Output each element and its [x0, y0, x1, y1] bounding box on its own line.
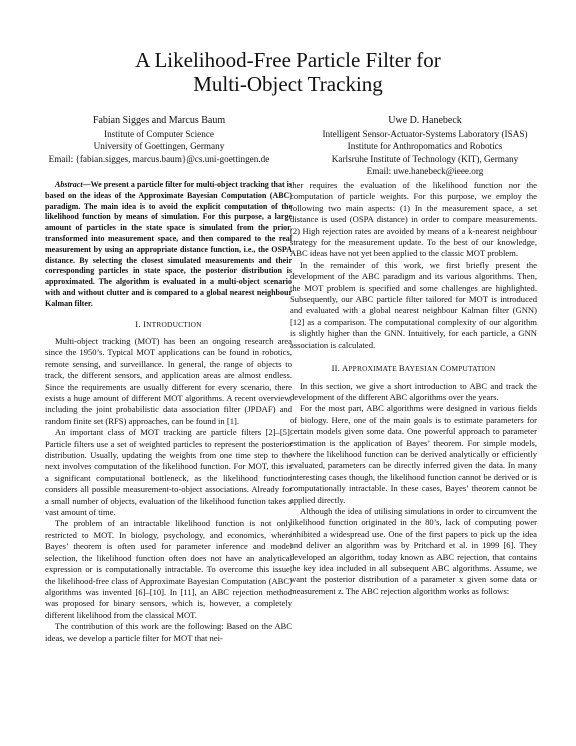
section-rest: NTRODUCTION: [146, 319, 202, 329]
section-initial: A: [341, 363, 349, 374]
section-initial: I: [143, 318, 147, 329]
intro-paragraph: The problem of an intractable likelihood function is not only restricted to MOT. In biology, psychology, and economics, where Bayes’ theorem is often used for parameter inference and model selection, the likelihood function often does not have an analytical expression or is computationally intractable. To overcome this issue, the likelihood-free class of Approximate Bayesian Computation (ABC) algorithms was invented [6]–[10]. In [11], an ABC rejection method was proposed for binary sensors, which is, however, a completely different likelihood from the classical MOT.: [45, 518, 292, 620]
author-names-right: Uwe D. Hanebeck: [388, 115, 462, 126]
abc-paragraph: Although the idea of utilising simulations in order to circumvent the likelihood function originated in the 80’s, lack of computing power inhibited a widespread use. One of the first papers to pick up the idea and deliver an algorithm was by Pritchard et al. in 1999 [6]. They developed an algorithm, today known as ABC rejection, that contains the key idea included in all subsequent ABC algorithms. Assume, we want the posterior distribution of a parameter x given some data or measurement z. The ABC rejection algorithm works as follows:: [290, 505, 537, 596]
right-column: [290, 180, 537, 597]
section-initial: C: [439, 363, 446, 374]
intro-paragraph-continued: ther requires the evaluation of the likelihood function nor the computation of particle weights. For this purpose, we employ the following two main aspects: (1) In the measurement space, a set distance is used (OSPA distance) in order to compare measurements. (2) High rejection rates are avoided by means of a k-nearest neighbour strategy for the measurement update. To the best of our knowledge, ABC ideas have not yet been applied to the classic MOT problem.: [290, 180, 537, 259]
section-rest: PPROXIMATE: [348, 364, 399, 374]
affiliation-right-2: Institute for Anthropomatics and Robotics: [347, 141, 503, 152]
affiliation-left-2: University of Goettingen, Germany: [93, 141, 225, 152]
author-block-left: [24, 115, 294, 165]
section-rest: OMPUTATION: [445, 364, 496, 374]
affiliation-right-1: Intelligent Sensor-Actuator-Systems Laboratory (ISAS): [322, 129, 528, 140]
section-heading-abc: [290, 363, 537, 374]
title-line-2: Multi-Object Tracking: [193, 72, 383, 96]
abstract-text: —We present a particle filter for multi-object tracking that is based on the ideas of the Approximate Bayesian Computation (ABC) paradigm. The main idea is to avoid the explicit computation of the likelihood function by means of simulation. For this purpose, a large amount of particles in the state space is simulated from the prior, transformed into measurement space, and then compared to the real measurement by using an appropriate distance function, i.e., the OSPA distance. By selecting the closest simulated measurements and their corresponding particles in state space, the posterior distribution is approximated. The algorithm is evaluated in a multi-object scenario with and without clutter and is compared to a global nearest neighbour Kalman filter.: [45, 180, 292, 308]
title-line-1: A Likelihood-Free Particle Filter for: [135, 48, 441, 72]
intro-paragraph: The contribution of this work are the following: Based on the ABC ideas, we develop a particle filter for MOT that nei-: [45, 621, 292, 643]
intro-paragraph: An important class of MOT tracking are particle filters [2]–[5]. Particle filters use a set of weighted particles to represent the posterior distribution. Usually, updating the weights from one time step to the next involves computation of the likelihood function. For MOT, this is a significant computational bottleneck, as the likelihood function considers all possible measurement-to-object associations. Already for a small number of objects, evaluation of the likelihood function takes a vast amount of time.: [45, 427, 292, 518]
affiliation-right-3: Karlsruhe Institute of Technology (KIT), Germany: [331, 153, 519, 164]
section-initial: B: [398, 363, 405, 374]
section-rest: AYESIAN: [404, 364, 440, 374]
abc-paragraph: For the most part, ABC algorithms were designed in various fields of biology. Here, one of the main goals is to estimate parameters for certain models given some data. One powerful approach to parameter estimation is the application of Bayes’ theorem. For simple models, where the likelihood function can be derived analytically or efficiently evaluated, parameters can be directly inferred given the data. In many interesting cases though, the likelihood function cannot be derived or is computationally intractable. In these cases, Bayes’ theorem cannot be applied directly.: [290, 403, 537, 505]
intro-paragraph: In the remainder of this work, we first briefly present the development of the ABC paradigm and its various algorithms. Then, the MOT problem is specified and some challenges are highlighted. Subsequently, our ABC particle filter tailored for MOT is introduced and evaluated with a global nearest neighbour Kalman filter (GNN) [12] as a comparison. The computational complexity of our algorithm is slightly higher than the GNN. Intuitively, for each particle, a GNN association is calculated.: [290, 259, 537, 350]
affiliation-left-1: Institute of Computer Science: [104, 129, 214, 140]
section-numeral: II.: [331, 363, 342, 374]
intro-paragraph: Multi-object tracking (MOT) has been an ongoing research area since the 1950’s. Typical MOT applications can be found in robotics, remote sensing, and surveillance. In general, the range of objects to track, the different sensors, and application areas are almost endless. Since the requirements are usually different for every scenario, there exists a huge amount of different MOT algorithms. A recent overview, including the joint probabilistic data association filter (JPDAF) and random finite set (RFS) approaches, can be found in [1].: [45, 335, 292, 426]
left-column: [45, 180, 292, 644]
abc-paragraph: In this section, we give a short introduction to ABC and track the development of the different ABC algorithms over the years.: [290, 380, 537, 402]
email-left: Email: {fabian.sigges, marcus.baum}@cs.uni-goettingen.de: [48, 153, 270, 164]
abstract: [45, 180, 292, 310]
email-right: Email: uwe.hanebeck@ieee.org: [366, 165, 484, 176]
author-block-right: [290, 115, 560, 177]
section-heading-introduction: [45, 319, 292, 330]
section-numeral: I.: [135, 318, 144, 329]
abstract-label: Abstract: [55, 180, 83, 189]
paper-title: [0, 48, 576, 96]
author-names-left: Fabian Sigges and Marcus Baum: [92, 115, 226, 126]
